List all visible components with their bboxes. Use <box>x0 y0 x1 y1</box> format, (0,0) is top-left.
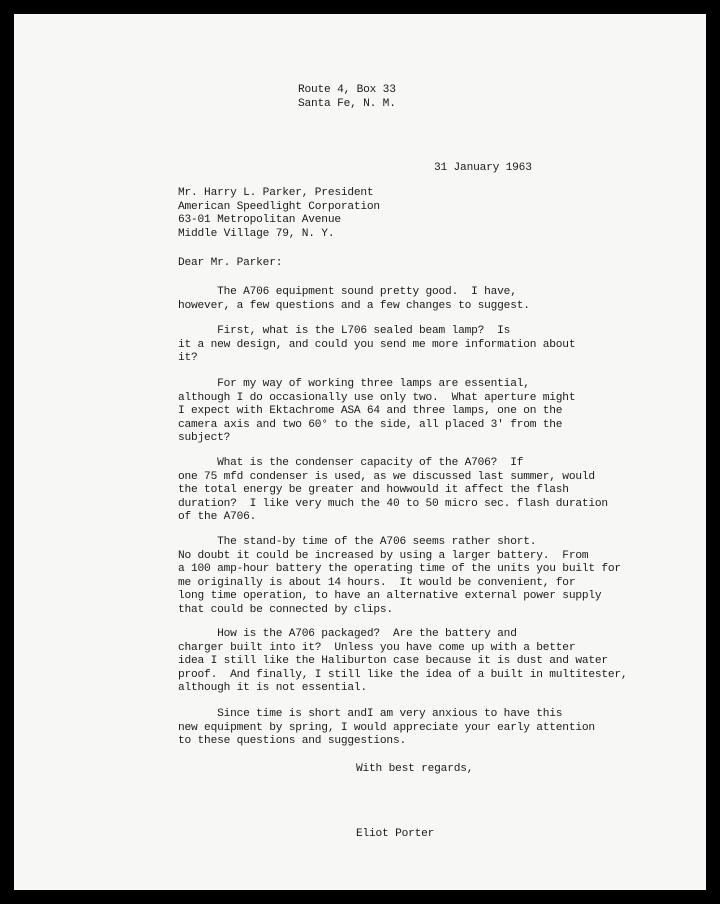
paragraph-line: idea I still like the Haliburton case because it is dust and water <box>178 655 608 668</box>
paragraph-line: proof. And finally, I still like the idea of a built in multitester, <box>178 668 628 681</box>
recipient-line: 63-01 Metropolitan Avenue <box>178 214 341 227</box>
paragraph <box>178 708 595 749</box>
paragraph-line: the total energy be greater and howwould it affect the flash <box>178 484 569 497</box>
recipient-line: Middle Village 79, N. Y. <box>178 227 335 240</box>
paragraph-line: however, a few questions and a few changes to suggest. <box>178 299 530 312</box>
paragraph-line: No doubt it could be increased by using a larger battery. From <box>178 549 589 562</box>
paragraph-line: it a new design, and could you send me more information about <box>178 338 576 351</box>
closing: With best regards, <box>356 763 474 775</box>
paragraph-line: although it is not essential. <box>178 682 367 695</box>
paragraph-line: What is the condenser capacity of the A706? If <box>178 457 524 469</box>
letter-body <box>14 14 706 890</box>
paragraph-line: me originally is about 14 hours. It would be convenient, for <box>178 576 576 589</box>
return-address-line: Santa Fe, N. M. <box>298 97 396 110</box>
paragraph-line: of the A706. <box>178 511 257 524</box>
paragraph <box>178 536 621 618</box>
paragraph-line: Since time is short andI am very anxious to have this <box>178 708 563 720</box>
paragraph-line: although I do occasionally use only two. What aperture might <box>178 391 576 404</box>
salutation: Dear Mr. Parker: <box>178 257 283 269</box>
paragraph-line: duration? I like very much the 40 to 50 micro sec. flash duration <box>178 497 608 510</box>
paragraph-line: camera axis and two 60° to the side, all placed 3' from the <box>178 418 563 431</box>
paragraph-line: For my way of working three lamps are essential, <box>178 378 530 390</box>
paragraph <box>178 378 575 446</box>
paragraph-line: that could be connected by clips. <box>178 603 393 616</box>
paragraph <box>178 628 627 696</box>
paragraph <box>178 457 608 525</box>
paragraph-line: How is the A706 packaged? Are the battery and <box>178 628 517 640</box>
paragraph-line: it? <box>178 352 198 365</box>
letter-page <box>14 14 706 890</box>
return-address-line: Route 4, Box 33 <box>298 84 396 96</box>
paragraph-line: to these questions and suggestions. <box>178 735 406 748</box>
paragraph-line: subject? <box>178 432 231 445</box>
paragraph-line: I expect with Ektachrome ASA 64 and three lamps, one on the <box>178 405 563 418</box>
paragraph-line: long time operation, to have an alternative external power supply <box>178 590 602 603</box>
paragraph-line: charger built into it? Unless you have come up with a better <box>178 641 576 654</box>
paragraph-line: The stand-by time of the A706 seems rather short. <box>178 536 537 548</box>
paragraph-line: The A706 equipment sound pretty good. I have, <box>178 286 517 298</box>
paragraph-line: First, what is the L706 sealed beam lamp? Is <box>178 325 511 337</box>
recipient-line: Mr. Harry L. Parker, President <box>178 187 374 199</box>
paragraph-line: one 75 mfd condenser is used, as we discussed last summer, would <box>178 470 595 483</box>
recipient-line: American Speedlight Corporation <box>178 200 380 213</box>
paragraph <box>178 286 530 313</box>
signature-name: Eliot Porter <box>356 828 435 840</box>
letter-date: 31 January 1963 <box>434 162 532 174</box>
paragraph-line: new equipment by spring, I would appreciate your early attention <box>178 721 595 734</box>
paragraph <box>178 325 575 366</box>
paragraph-line: a 100 amp-hour battery the operating time of the units you built for <box>178 563 621 576</box>
